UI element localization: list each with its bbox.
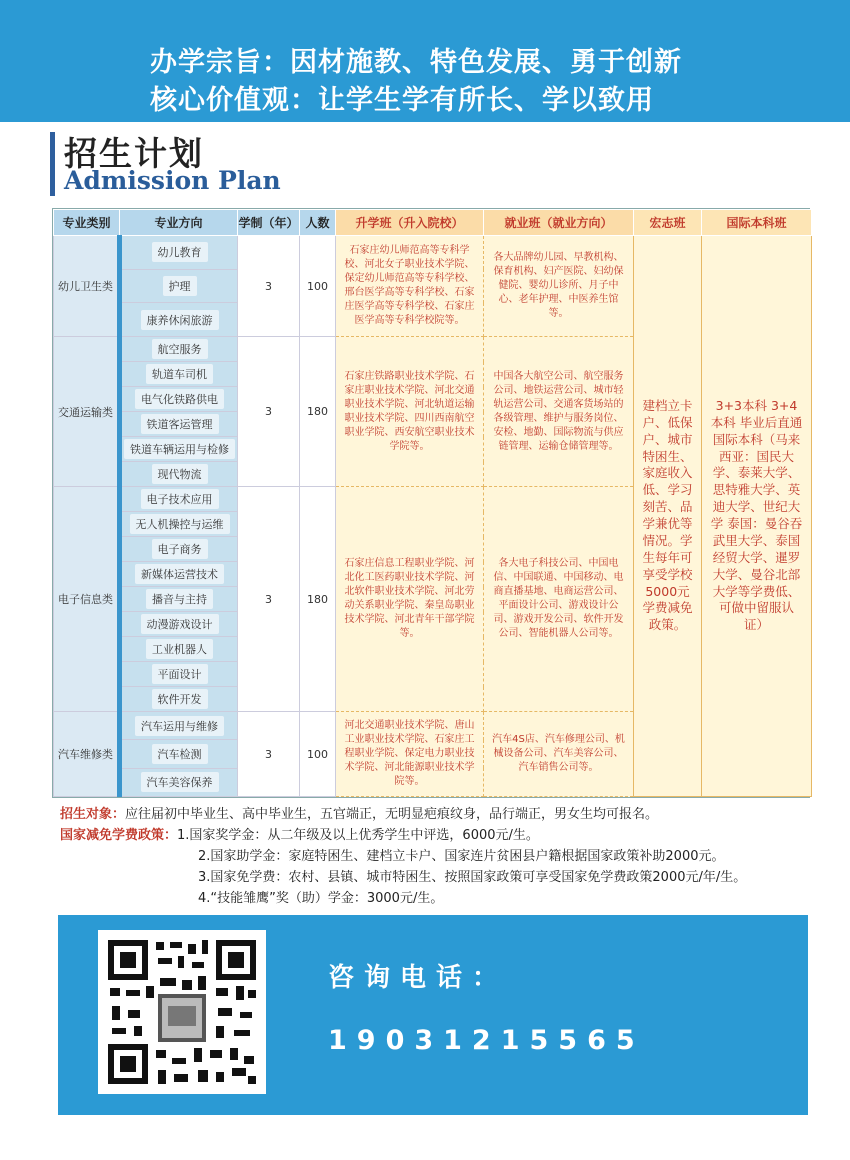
intl-cell: 3+3本科 3+4本科 毕业后直通国际本科（马来西亚：国民大学、泰莱大学、思特雅大学、英迪大学、世纪大学 泰国：曼谷吞武里大学、泰国经贸大学、暹罗大学、曼谷北部大学等学费低、可做中留服认证） <box>702 236 812 797</box>
policy-row <box>60 888 820 909</box>
category-cell: 幼儿卫生类 <box>54 236 120 337</box>
col-header: 专业方向 <box>120 210 238 236</box>
direction-cell: 无人机操控与运维 <box>120 512 238 537</box>
direction-cell: 电气化铁路供电 <box>120 387 238 412</box>
direction-cell: 汽车检测 <box>120 740 238 768</box>
section-subtitle: Admission Plan <box>64 166 281 195</box>
direction-cell: 现代物流 <box>120 462 238 487</box>
years-cell: 3 <box>238 337 300 487</box>
table-header-row <box>54 210 812 236</box>
category-cell: 汽车维修类 <box>54 712 120 797</box>
qr-code-icon <box>98 930 266 1094</box>
top-banner <box>0 0 850 122</box>
years-cell: 3 <box>238 487 300 712</box>
col-header: 人数 <box>300 210 336 236</box>
policy-row <box>60 867 820 888</box>
direction-cell: 幼儿教育 <box>120 236 238 270</box>
col-header: 就业班（就业方向） <box>484 210 634 236</box>
policy-row <box>60 825 820 846</box>
university-cell: 河北交通职业技术学院、唐山工业职业技术学院、石家庄工程职业学院、保定电力职业技术学院、河北能源职业技术学院等。 <box>336 712 484 797</box>
direction-cell: 铁道客运管理 <box>120 412 238 437</box>
policy-row <box>60 846 820 867</box>
direction-cell: 播音与主持 <box>120 587 238 612</box>
admission-notes <box>60 804 820 909</box>
policy-item: 4.“技能雏鹰”奖（助）学金：3000元/生。 <box>198 891 444 906</box>
university-cell: 石家庄信息工程职业学院、河北化工医药职业技术学院、河北软件职业技术学院、河北劳动关系职业学院、秦皇岛职业技术学院、河北青年干部学院等。 <box>336 487 484 712</box>
target-text: 应往届初中毕业生、高中毕业生，五官端正，无明显疤痕纹身，品行端正，男女生均可报名。 <box>125 807 659 822</box>
direction-cell: 汽车美容保养 <box>120 768 238 796</box>
contact-label: 咨询电话： <box>328 963 509 993</box>
policy-item: 1.国家奖学金：从二年级及以上优秀学生中评选，6000元/生。 <box>177 828 539 843</box>
category-cell: 电子信息类 <box>54 487 120 712</box>
count-cell: 100 <box>300 236 336 337</box>
direction-cell: 护理 <box>120 269 238 303</box>
university-cell: 石家庄铁路职业技术学院、石家庄职业技术学院、河北交通职业技术学院、河北轨道运输职业技术学院、四川西南航空职业学院、西安航空职业技术学院等。 <box>336 337 484 487</box>
col-header: 宏志班 <box>634 210 702 236</box>
core-values: 核心价值观：让学生学有所长、学以致用 <box>150 85 654 116</box>
col-header: 升学班（升入院校） <box>336 210 484 236</box>
hongzhi-cell: 建档立卡户、低保户、城市特困生、家庭收入低、学习刻苦、品学兼优等情况。学生每年可享受学校5000元学费减免政策。 <box>634 236 702 797</box>
qr-code[interactable] <box>98 930 266 1094</box>
contact-panel <box>58 915 808 1115</box>
table-row <box>54 236 812 270</box>
col-header: 专业类别 <box>54 210 120 236</box>
direction-cell: 电子商务 <box>120 537 238 562</box>
school-motto: 办学宗旨：因材施教、特色发展、勇于创新 <box>150 47 682 78</box>
direction-cell: 电子技术应用 <box>120 487 238 512</box>
count-cell: 100 <box>300 712 336 797</box>
section-title: 招生计划 <box>64 134 204 173</box>
col-header: 学制（年） <box>238 210 300 236</box>
target-row <box>60 804 820 825</box>
policy-label: 国家减免学费政策： <box>60 828 178 843</box>
job-cell: 各大电子科技公司、中国电信、中国联通、中国移动、电商直播基地、电商运营公司、平面设计公司、游戏设计公司、游戏开发公司、软件开发公司、智能机器人公司等。 <box>484 487 634 712</box>
count-cell: 180 <box>300 487 336 712</box>
direction-cell: 汽车运用与维修 <box>120 712 238 740</box>
years-cell: 3 <box>238 236 300 337</box>
direction-cell: 航空服务 <box>120 337 238 362</box>
years-cell: 3 <box>238 712 300 797</box>
policy-item: 2.国家助学金：家庭特困生、建档立卡户、国家连片贫困县户籍根据国家政策补助2000元。 <box>198 849 725 864</box>
direction-cell: 铁道车辆运用与检修 <box>120 437 238 462</box>
direction-cell: 平面设计 <box>120 662 238 687</box>
policy-item: 3.国家免学费：农村、县镇、城市特困生、按照国家政策可享受国家免学费政策2000元/年/生。 <box>198 870 747 885</box>
section-accent-bar <box>50 132 55 196</box>
direction-cell: 动漫游戏设计 <box>120 612 238 637</box>
job-cell: 各大品牌幼儿园、早教机构、保育机构、妇产医院、妇幼保健院、婴幼儿诊所、月子中心、老年护理、中医养生馆等。 <box>484 236 634 337</box>
direction-cell: 康养休闲旅游 <box>120 303 238 337</box>
direction-cell: 新媒体运营技术 <box>120 562 238 587</box>
col-header: 国际本科班 <box>702 210 812 236</box>
count-cell: 180 <box>300 337 336 487</box>
job-cell: 汽车4S店、汽车修理公司、机械设备公司、汽车美容公司、汽车销售公司等。 <box>484 712 634 797</box>
admission-table <box>52 208 810 798</box>
university-cell: 石家庄幼儿师范高等专科学校、河北女子职业技术学院、保定幼儿师范高等专科学校、邢台医学高等专科学校、石家庄医学高等专科学校、石家庄医学高等专科学校院等。 <box>336 236 484 337</box>
job-cell: 中国各大航空公司、航空服务公司、地铁运营公司、城市轻轨运营公司、交通客货场站的各级管理、维护与服务岗位、安检、地勤、国际物流与供应链管理、运输仓储管理等。 <box>484 337 634 487</box>
category-cell: 交通运输类 <box>54 337 120 487</box>
direction-cell: 软件开发 <box>120 687 238 712</box>
contact-phone[interactable]: 19031215565 <box>328 1025 645 1056</box>
direction-cell: 工业机器人 <box>120 637 238 662</box>
target-label: 招生对象： <box>60 807 126 822</box>
direction-cell: 轨道车司机 <box>120 362 238 387</box>
